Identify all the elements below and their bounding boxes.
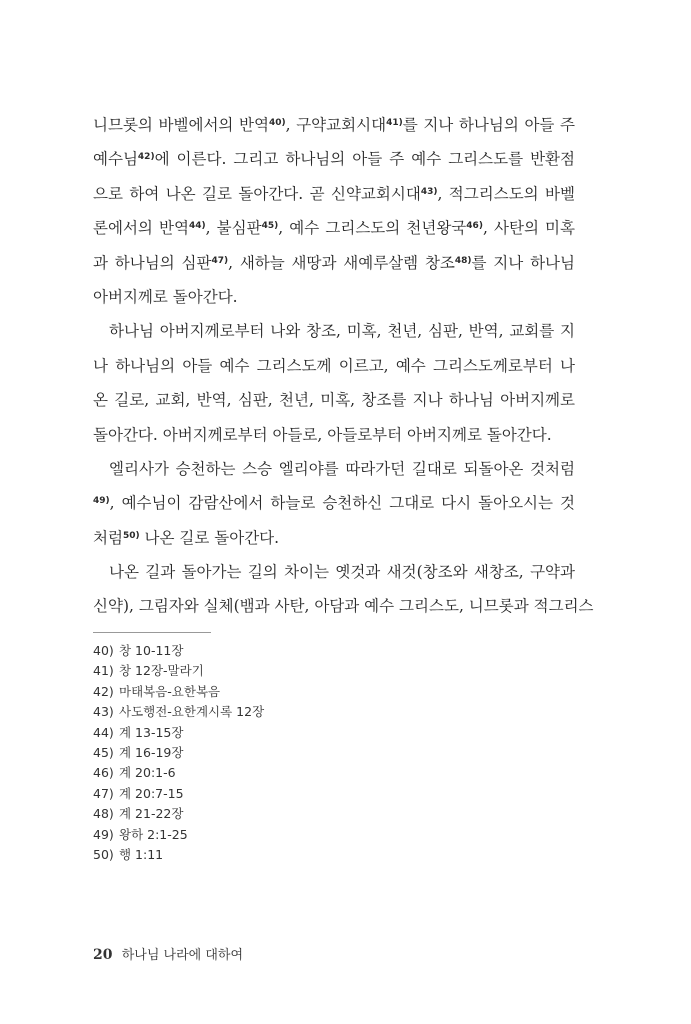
footnote-ref: 42)	[137, 152, 155, 163]
footnote-text: 계 20:1-6	[119, 765, 176, 781]
footnote-number: 47)	[93, 785, 114, 801]
text-run: 예수님	[93, 150, 138, 169]
footnote-ref: 45)	[261, 221, 279, 232]
footnote-text: 계 13-15장	[119, 724, 184, 740]
footnote-number: 41)	[93, 663, 114, 679]
body-text	[93, 108, 594, 624]
footnote-ref: 44)	[188, 221, 206, 232]
text-run: 으로 하여 나온 길로 돌아간다. 곧 신약교회시대	[93, 184, 421, 203]
body-line	[93, 177, 575, 211]
footnote-list	[93, 641, 264, 865]
page-footer	[93, 944, 243, 963]
text-run: , 구약교회시대	[285, 116, 387, 134]
footnote-item	[93, 682, 264, 702]
text-run: 아버지께로 돌아간다.	[93, 287, 238, 306]
footnote-ref: 46)	[466, 221, 483, 232]
body-line	[93, 142, 575, 176]
text-run: , 새하늘 새땅과 새예루살렘 창조	[228, 253, 455, 272]
footnote-number: 50)	[93, 846, 114, 862]
body-line	[93, 589, 594, 623]
footnote-number: 49)	[93, 826, 114, 842]
footnote-item	[93, 784, 264, 804]
body-line	[93, 555, 575, 589]
footnote-ref: 50)	[122, 530, 140, 541]
text-run: 온 길로, 교회, 반역, 심판, 천년, 미혹, 창조를 지나 하나님 아버지께로	[93, 391, 575, 410]
footnote-text: 사도행전-요한계시록 12장	[119, 704, 265, 720]
text-run: 나 하나님의 아들 예수 그리스도께 이르고, 예수 그리스도께로부터 나	[93, 356, 575, 375]
footnote-text: 마태복음-요한복음	[119, 683, 221, 699]
text-run: 엘리사가 승천하는 스승 엘리야를 따라가던 길대로 되돌아온 것처럼	[109, 459, 575, 478]
footnote-text: 행 1:11	[119, 846, 164, 862]
footnote-text: 왕하 2:1-25	[119, 826, 188, 842]
body-line	[93, 211, 575, 245]
body-line	[93, 280, 575, 314]
body-line	[93, 349, 575, 383]
footnote-item	[93, 763, 264, 783]
footnote-item	[93, 825, 264, 845]
footnote-item	[93, 641, 264, 661]
text-run: 처럼	[93, 528, 123, 547]
footnote-ref: 47)	[211, 255, 229, 266]
footnote-number: 40)	[93, 643, 114, 658]
footnote-item	[93, 661, 264, 681]
body-line	[93, 314, 575, 348]
footnote-item	[93, 743, 264, 763]
body-line	[93, 521, 575, 555]
text-run: 니므롯의 바벨에서의 반역	[93, 116, 269, 134]
text-run: 를 지나 하나님	[471, 253, 575, 272]
footnote-item	[93, 702, 264, 722]
footnote-divider	[93, 632, 211, 633]
body-line	[93, 418, 575, 452]
footnote-text: 계 16-19장	[119, 744, 184, 760]
body-line	[93, 108, 575, 142]
footnote-number: 43)	[93, 704, 114, 720]
footnote-number: 44)	[93, 724, 114, 740]
body-line	[93, 246, 575, 280]
text-run: 나온 길과 돌아가는 길의 차이는 옛것과 새것(창조와 새창조, 구약과	[109, 563, 575, 582]
text-run: , 예수님이 감람산에서 하늘로 승천하신 그대로 다시 돌아오시는 것	[109, 494, 575, 513]
page-number: 20	[93, 947, 113, 963]
footnote-number: 46)	[93, 765, 114, 781]
footnote-number: 42)	[93, 683, 114, 699]
footnote-item	[93, 845, 264, 865]
text-run: 에 이른다. 그리고 하나님의 아들 주 예수 그리스도를 반환점	[154, 150, 575, 169]
text-run: , 적그리스도의 바벨	[437, 184, 575, 203]
footnote-ref: 48)	[454, 255, 472, 266]
footnote-item	[93, 804, 264, 824]
text-run: 론에서의 반역	[93, 219, 189, 238]
body-line	[93, 486, 575, 520]
footnote-text: 계 21-22장	[119, 806, 184, 822]
footnote-ref: 41)	[386, 118, 403, 128]
text-run: 를 지나 하나님의 아들 주	[402, 116, 575, 134]
footnote-item	[93, 723, 264, 743]
running-title: 하나님 나라에 대하여	[121, 948, 244, 963]
text-run: 과 하나님의 심판	[93, 253, 212, 272]
text-run: , 예수 그리스도의 천년왕국	[278, 219, 467, 238]
body-line	[93, 383, 575, 417]
text-run: , 사탄의 미혹	[482, 219, 575, 238]
text-run: 돌아간다. 아버지께로부터 아들로, 아들로부터 아버지께로 돌아간다.	[93, 425, 552, 444]
text-run: 나온 길로 돌아간다.	[139, 528, 280, 547]
footnote-ref: 49)	[93, 496, 110, 507]
footnote-text: 계 20:7-15	[119, 785, 184, 801]
text-run: 하나님 아버지께로부터 나와 창조, 미혹, 천년, 심판, 반역, 교회를 지	[109, 322, 575, 341]
text-run: , 불심판	[205, 219, 262, 238]
text-run: 신약), 그림자와 실체(뱀과 사탄, 아담과 예수 그리스도, 니므롯과 적그리스	[93, 597, 594, 616]
footnote-text: 창 12장-말라기	[119, 663, 204, 679]
footnote-ref: 43)	[420, 186, 438, 197]
body-line	[93, 452, 575, 486]
footnote-text: 창 10-11장	[119, 643, 184, 658]
footnote-number: 48)	[93, 806, 114, 822]
footnote-number: 45)	[93, 744, 114, 760]
footnote-ref: 40)	[269, 118, 286, 128]
